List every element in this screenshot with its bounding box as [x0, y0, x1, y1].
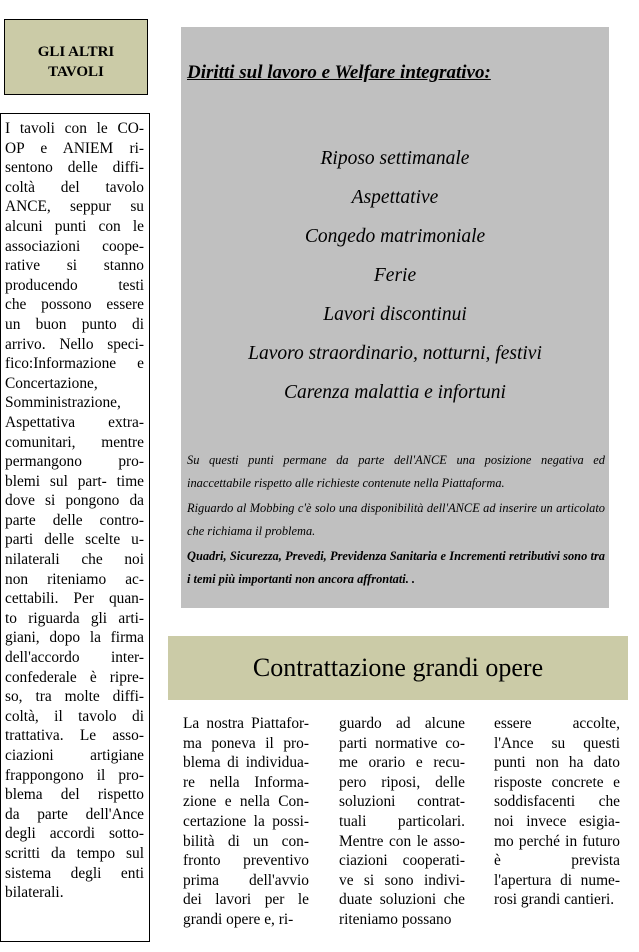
column-line: Mentre con le asso- — [339, 832, 465, 850]
sidebar-line: da parte dell'Ance — [5, 805, 144, 823]
sidebar-line: frappongono il pro- — [5, 766, 144, 784]
sidebar-line: Aspettativa extra- — [5, 413, 144, 431]
column-line: me orario e recu- — [339, 754, 465, 772]
sidebar-line: dell'accordo inter- — [5, 649, 144, 667]
sidebar-line: blema del rispetto — [5, 786, 144, 804]
column-line: riteniamo possano — [339, 910, 452, 928]
sidebar-line: rative si stanno — [5, 257, 144, 275]
column-line: fronto preventivo — [183, 852, 309, 870]
sidebar-line: sentono delle diffi- — [5, 159, 144, 177]
column-line: re nella Informa- — [183, 773, 309, 791]
box-title-line2: TAVOLI — [48, 64, 104, 80]
sidebar-line: permangono pro- — [5, 453, 144, 471]
article-column-2 — [339, 714, 465, 930]
column-line: risposte concrete e — [494, 773, 620, 791]
sidebar-line: producendo testi — [5, 276, 144, 294]
sidebar-line: to riguarda gli arti- — [5, 609, 144, 627]
topic-item: Congedo matrimoniale — [304, 226, 486, 247]
topic-item: Lavori discontinui — [323, 304, 467, 325]
column-line: pero riposi, delle — [339, 773, 465, 791]
column-line: ma poneva il pro- — [183, 734, 309, 752]
sidebar-line: fico:Informazione e — [5, 355, 144, 373]
column-line: essere accolte, — [494, 715, 620, 732]
sidebar-line: scritti da tempo sul — [5, 844, 144, 862]
column-line: rosi grandi cantieri. — [494, 891, 615, 909]
column-line: blema di individua- — [183, 754, 309, 772]
sidebar-line: I tavoli con le CO- — [5, 120, 144, 137]
column-line: ve si sono indivi- — [339, 871, 465, 889]
sidebar-line: so, tra molte diffi- — [5, 688, 144, 706]
topic-item: Aspettative — [351, 187, 439, 208]
ance-position-note: Su questi punti permane da parte dell'ANCE una posizione negativa ed inaccettabile rispetto alle richieste contenute nella Piattaforma. — [187, 453, 605, 490]
sidebar-line: arrivo. Nello speci- — [5, 335, 144, 353]
rights-panel — [181, 27, 609, 608]
sidebar-line: blemi sul part- time — [5, 472, 144, 490]
open-topics-note: Quadri, Sicurezza, Prevedi, Previdenza Sanitaria e Incrementi retributivi sono tra i temi più importanti non ancora affrontati. . — [187, 549, 605, 586]
column-line: guardo ad alcune — [339, 715, 465, 732]
sidebar-text-box — [0, 113, 150, 942]
column-line: punti non ha dato — [494, 754, 620, 772]
column-line: ciazioni cooperati- — [339, 852, 465, 870]
column-line: zione e nella Con- — [183, 793, 309, 811]
box-title-line1: GLI ALTRI — [37, 44, 115, 60]
column-line: mo perché in futuro — [494, 832, 620, 850]
sidebar-line: comunitari, mentre — [5, 433, 144, 451]
column-line: parti normative co- — [339, 734, 465, 752]
topic-item: Ferie — [373, 265, 417, 286]
column-line: tuali particolari. — [339, 812, 465, 830]
sidebar-line: coltà, il tavolo di — [5, 707, 144, 725]
column-line: prima dell'avvio — [183, 871, 309, 889]
sidebar-line: associazioni coope- — [5, 237, 144, 255]
sidebar-line: dove si pongono da — [5, 492, 144, 510]
sidebar-line: bilaterali. — [5, 884, 64, 902]
column-line: soluzioni contrat- — [339, 793, 465, 811]
article-column-3 — [494, 714, 620, 910]
sidebar-line: sistema degli enti — [5, 864, 144, 882]
panel-heading: Diritti sul lavoro e Welfare integrativo: — [187, 62, 491, 83]
sidebar-line: coltà del tavolo — [5, 178, 144, 196]
sidebar-line: un buon punto di — [5, 315, 144, 333]
column-line: soddisfacenti che — [494, 793, 620, 811]
topic-item: Lavoro straordinario, notturni, festivi — [248, 343, 542, 364]
section-box-title — [4, 19, 148, 95]
column-line: dei lavori per le — [183, 891, 309, 909]
sidebar-line: parti delle scelte u- — [5, 531, 144, 549]
column-line: l'apertura di nume- — [494, 871, 620, 889]
column-line: La nostra Piattafor- — [183, 715, 309, 732]
sidebar-line: parte delle contro- — [5, 511, 144, 529]
topic-item: Carenza malattia e infortuni — [284, 382, 506, 403]
column-line: duate soluzioni che — [339, 891, 465, 909]
column-line: è prevista — [494, 852, 620, 870]
sidebar-line: ciazioni artigiane — [5, 747, 144, 764]
sidebar-line: Concertazione, — [5, 374, 98, 392]
sidebar-line: giani, dopo la firma — [5, 629, 144, 647]
column-line: certazione la possi- — [183, 812, 309, 830]
topic-item: Riposo settimanale — [320, 148, 470, 169]
mobbing-note: Riguardo al Mobbing c'è solo una disponibilità dell'ANCE ad inserire un articolato che richiama il problema. — [187, 501, 605, 538]
sidebar-line: OP e ANIEM ri- — [5, 139, 144, 157]
column-line: l'Ance su questi — [494, 734, 620, 752]
column-line: grandi opere e, ri- — [183, 910, 294, 928]
sidebar-line: confederale è ripre- — [5, 668, 144, 686]
sidebar-line: che possono essere — [5, 296, 144, 314]
sidebar-line: Somministrazione, — [5, 394, 121, 412]
sidebar-line: nilaterali che noi — [5, 551, 144, 569]
article-column-1 — [183, 714, 309, 930]
column-line: bilità di un con- — [183, 832, 309, 850]
sidebar-line: degli accordi sotto- — [5, 825, 144, 843]
sidebar-line: alcuni punti con le — [5, 217, 144, 235]
sidebar-line: cettabili. Per quan- — [5, 590, 144, 608]
section-heading: Contrattazione grandi opere — [168, 636, 628, 700]
column-line: noi invece esigia- — [494, 812, 620, 830]
sidebar-line: ANCE, seppur su — [5, 198, 144, 216]
sidebar-line: non riteniamo ac- — [5, 570, 144, 588]
topic-list — [181, 139, 609, 412]
sidebar-line: trattativa. Le asso- — [5, 727, 144, 745]
